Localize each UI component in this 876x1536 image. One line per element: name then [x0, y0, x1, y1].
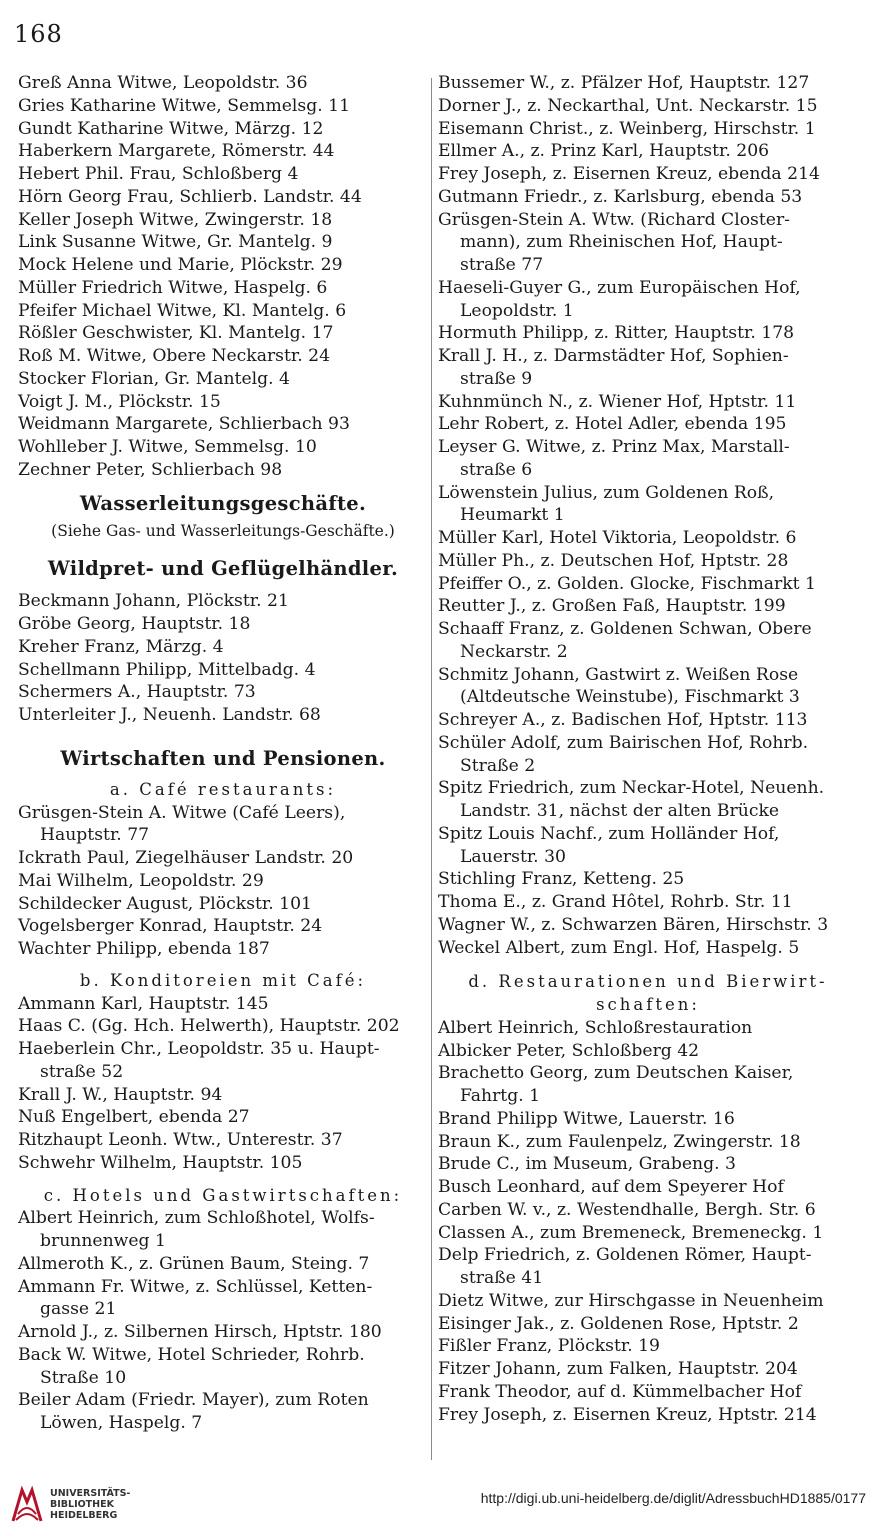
list-item [438, 1381, 858, 1404]
heading-wirtschaften: Wirtschaften und Pensionen. [60, 746, 386, 770]
list-item [18, 1038, 428, 1084]
entry-list-wildpret [18, 590, 428, 727]
subheading-restaurationen [438, 971, 858, 1017]
list-item [438, 527, 858, 550]
entry-text: Kreher Franz, Märzg. 4 [18, 636, 224, 657]
list-item [18, 802, 428, 848]
list-item [438, 914, 858, 937]
list-item [438, 1290, 858, 1313]
entry-list-restaurationen [438, 1017, 858, 1427]
list-item [438, 1017, 858, 1040]
entry-text: Delp Friedrich, z. Goldenen Römer, Haupt- [438, 1245, 812, 1266]
entry-text: Beiler Adam (Friedr. Mayer), zum Roten [18, 1390, 369, 1411]
list-item [438, 209, 858, 277]
list-item [438, 1108, 858, 1131]
entry-text: Grüsgen-Stein A. Wtw. (Richard Closter- [438, 209, 790, 230]
entry-text: Weckel Albert, zum Engl. Hof, Haspelg. 5 [438, 937, 800, 958]
list-item [438, 322, 858, 345]
entry-text: Weidmann Margarete, Schlierbach 93 [18, 414, 350, 435]
entry-continuation: straße 9 [460, 368, 533, 389]
footer [0, 1462, 876, 1536]
entry-text: Ritzhaupt Leonh. Wtw., Unterestr. 37 [18, 1130, 343, 1150]
subheading-restaurationen-line-1: d. Restaurationen und Bierwirt- [468, 972, 828, 992]
list-item [18, 915, 428, 938]
entry-continuation: (Altdeutsche Weinstube), Fischmarkt 3 [460, 687, 800, 708]
list-item [438, 413, 858, 436]
entry-continuation: Fahrtg. 1 [460, 1086, 541, 1106]
list-item [438, 550, 858, 573]
entry-text: Brachetto Georg, zum Deutschen Kaiser, [438, 1063, 794, 1084]
entry-text: Frey Joseph, z. Eisernen Kreuz, Hptstr. 214 [438, 1404, 817, 1425]
column-divider [431, 78, 432, 1460]
list-item [18, 938, 428, 961]
list-item [438, 482, 858, 528]
entry-text: Classen A., zum Bremeneck, Bremeneckg. 1 [438, 1222, 824, 1243]
entry-text: Keller Joseph Witwe, Zwingerstr. 18 [18, 209, 333, 230]
entry-text: Gröbe Georg, Hauptstr. 18 [18, 614, 251, 634]
list-item [438, 1335, 858, 1358]
list-item [18, 870, 428, 893]
list-item [18, 413, 428, 436]
source-url-link[interactable]: http://digi.ub.uni-heidelberg.de/diglit/AdressbuchHD1885/0177 [480, 1490, 866, 1506]
entry-text: Greß Anna Witwe, Leopoldstr. 36 [18, 73, 308, 93]
list-item [18, 300, 428, 323]
list-item [18, 186, 428, 209]
heading-wildpret: Wildpret- und Geflügelhändler. [47, 557, 399, 581]
entry-text: Fitzer Johann, zum Falken, Hauptstr. 204 [438, 1359, 798, 1379]
list-item [18, 72, 428, 95]
entry-text: Schildecker August, Plöckstr. 101 [18, 893, 312, 914]
list-item [438, 1199, 858, 1222]
entry-continuation: Landstr. 31, nächst der alten Brücke [460, 801, 780, 821]
subheading-hotels: c. Hotels und Gastwirtschaften: [43, 1185, 403, 1205]
list-item [438, 1062, 858, 1108]
list-item [18, 1253, 428, 1276]
library-name-line: UNIVERSITÄTS- [50, 1488, 131, 1499]
entry-continuation: straße 41 [460, 1268, 544, 1288]
entry-text: Mai Wilhelm, Leopoldstr. 29 [18, 870, 264, 891]
entry-text: Haeseli-Guyer G., zum Europäischen Hof, [438, 277, 801, 298]
entry-continuation: brunnenweg 1 [40, 1231, 166, 1251]
entry-text: Krall J. W., Hauptstr. 94 [18, 1084, 223, 1105]
entry-text: Eisinger Jak., z. Goldenen Rose, Hptstr. 2 [438, 1313, 799, 1334]
entry-text: Brand Philipp Witwe, Lauerstr. 16 [438, 1108, 735, 1129]
entry-text: Brude C., im Museum, Grabeng. 3 [438, 1154, 736, 1175]
entry-text: Rößler Geschwister, Kl. Mantelg. 17 [18, 323, 334, 344]
list-item [18, 322, 428, 345]
entry-text: Stocker Florian, Gr. Mantelg. 4 [18, 368, 290, 389]
entry-text: Müller Karl, Hotel Viktoria, Leopoldstr. 6 [438, 528, 797, 548]
entry-text: Haas C. (Gg. Hch. Helwerth), Hauptstr. 202 [18, 1016, 400, 1037]
right-column [438, 72, 858, 1426]
list-item [18, 436, 428, 459]
library-name [50, 1488, 130, 1521]
entry-text: Gutmann Friedr., z. Karlsburg, ebenda 53 [438, 186, 803, 207]
list-item [18, 893, 428, 916]
subheading-konditoreien: b. Konditoreien mit Café: [79, 970, 367, 990]
entry-text: Arnold J., z. Silbernen Hirsch, Hptstr. 180 [18, 1322, 382, 1342]
entry-text: Schmitz Johann, Gastwirt z. Weißen Rose [438, 664, 799, 685]
entry-text: Back W. Witwe, Hotel Schrieder, Rohrb. [18, 1344, 365, 1365]
entry-text: Busch Leonhard, auf dem Speyerer Hof [438, 1177, 784, 1197]
list-item [18, 1152, 428, 1175]
heidelberg-library-logo-icon [10, 1484, 44, 1524]
entry-text: Dietz Witwe, zur Hirschgasse in Neuenheim [438, 1290, 824, 1311]
entry-list-hotels-left [18, 1207, 428, 1435]
list-item [438, 732, 858, 778]
list-item [18, 368, 428, 391]
entry-list-hotels-right [438, 72, 858, 959]
list-item [438, 823, 858, 869]
page-number: 168 [14, 20, 63, 48]
entry-continuation: Straße 10 [40, 1367, 127, 1388]
entry-text: Schaaff Franz, z. Goldenen Schwan, Obere [438, 619, 812, 639]
entry-text: Schwehr Wilhelm, Hauptstr. 105 [18, 1152, 303, 1173]
entry-text: Schreyer A., z. Badischen Hof, Hptstr. 113 [438, 710, 808, 730]
list-item [18, 847, 428, 870]
entry-text: Hebert Phil. Frau, Schloßberg 4 [18, 164, 299, 184]
list-item [438, 436, 858, 482]
entry-text: Ellmer A., z. Prinz Karl, Hauptstr. 206 [438, 141, 770, 162]
entry-text: Pfeiffer O., z. Golden. Glocke, Fischmarkt 1 [438, 573, 816, 594]
subheading-cafe-restaurants: a. Café restaurants: [109, 779, 337, 799]
entry-text: Albicker Peter, Schloßberg 42 [438, 1040, 700, 1061]
list-item [438, 1176, 858, 1199]
entry-text: Allmeroth K., z. Grünen Baum, Steing. 7 [18, 1253, 370, 1274]
list-item [438, 345, 858, 391]
entry-text: Thoma E., z. Grand Hôtel, Rohrb. Str. 11 [438, 892, 793, 912]
entry-text: Schüler Adolf, zum Bairischen Hof, Rohrb. [438, 732, 809, 753]
entry-list-konditoreien [18, 993, 428, 1175]
entry-text: Unterleiter J., Neuenh. Landstr. 68 [18, 705, 321, 725]
entry-text: Frank Theodor, auf d. Kümmelbacher Hof [438, 1381, 802, 1402]
entry-text: Mock Helene und Marie, Plöckstr. 29 [18, 255, 343, 275]
entry-text: Voigt J. M., Plöckstr. 15 [18, 391, 221, 412]
list-item [18, 993, 428, 1016]
list-item [438, 391, 858, 414]
entry-text: Spitz Louis Nachf., zum Holländer Hof, [438, 823, 780, 844]
list-item [18, 636, 428, 659]
list-item [438, 573, 858, 596]
list-item [438, 937, 858, 960]
list-item [438, 1313, 858, 1336]
entry-text: Wohlleber J. Witwe, Semmelsg. 10 [18, 437, 317, 457]
list-item [18, 590, 428, 613]
list-item [438, 95, 858, 118]
heading-wasserleitungsgeschaefte: Wasserleitungsgeschäfte. [79, 491, 367, 515]
list-item [18, 1276, 428, 1322]
entry-text: Nuß Engelbert, ebenda 27 [18, 1107, 250, 1128]
list-item [18, 1106, 428, 1129]
entry-text: Schellmann Philipp, Mittelbadg. 4 [18, 659, 316, 680]
entry-text: Ickrath Paul, Ziegelhäuser Landstr. 20 [18, 848, 354, 868]
entry-text: Dorner J., z. Neckarthal, Unt. Neckarstr. 15 [438, 95, 818, 116]
list-item [438, 618, 858, 664]
list-item [438, 595, 858, 618]
list-item [18, 118, 428, 141]
entry-continuation: Hauptstr. 77 [40, 825, 150, 846]
entry-text: Albert Heinrich, zum Schloßhotel, Wolfs- [18, 1208, 375, 1229]
entry-text: Spitz Friedrich, zum Neckar-Hotel, Neuenh. [438, 778, 825, 799]
list-item [438, 1404, 858, 1427]
list-item [18, 231, 428, 254]
list-item [18, 459, 428, 482]
entry-text: Pfeifer Michael Witwe, Kl. Mantelg. 6 [18, 300, 347, 321]
entry-continuation: Heumarkt 1 [460, 505, 565, 526]
entry-text: Stichling Franz, Ketteng. 25 [438, 869, 685, 890]
note-wasserleitung: (Siehe Gas- und Wasserleitungs-Geschäfte.) [51, 521, 395, 540]
entry-text: Link Susanne Witwe, Gr. Mantelg. 9 [18, 232, 333, 253]
entry-text: Reutter J., z. Großen Faß, Hauptstr. 199 [438, 596, 786, 617]
list-item [18, 391, 428, 414]
entry-text: Bussemer W., z. Pfälzer Hof, Hauptstr. 127 [438, 73, 810, 93]
list-item [18, 277, 428, 300]
subheading-restaurationen-line-2: schaften: [596, 995, 700, 1014]
list-item [438, 1358, 858, 1381]
list-item [18, 704, 428, 727]
entry-continuation: straße 77 [460, 255, 544, 275]
entry-text: Haeberlein Chr., Leopoldstr. 35 u. Haupt- [18, 1039, 380, 1059]
entry-text: Gries Katharine Witwe, Semmelsg. 11 [18, 95, 351, 116]
list-item [438, 709, 858, 732]
entry-text: Hörn Georg Frau, Schlierb. Landstr. 44 [18, 186, 362, 207]
list-item [18, 1084, 428, 1107]
list-item [18, 95, 428, 118]
entry-text: Ammann Karl, Hauptstr. 145 [18, 993, 269, 1014]
entry-text: Lehr Robert, z. Hotel Adler, ebenda 195 [438, 414, 787, 435]
entry-continuation: straße 52 [40, 1061, 124, 1082]
entry-text: Kuhnmünch N., z. Wiener Hof, Hptstr. 11 [438, 391, 797, 412]
entry-text: Löwenstein Julius, zum Goldenen Roß, [438, 482, 775, 503]
entry-text: Frey Joseph, z. Eisernen Kreuz, ebenda 214 [438, 164, 820, 184]
entry-continuation: Lauerstr. 30 [460, 846, 566, 867]
list-item [18, 613, 428, 636]
list-item [18, 209, 428, 232]
list-item [438, 1153, 858, 1176]
left-column [18, 72, 428, 1435]
list-item [438, 186, 858, 209]
list-item [438, 1040, 858, 1063]
list-item [18, 1207, 428, 1253]
library-name-line: HEIDELBERG [50, 1510, 118, 1521]
list-item [18, 1344, 428, 1390]
list-item [18, 1015, 428, 1038]
list-item [18, 659, 428, 682]
entry-text: Wachter Philipp, ebenda 187 [18, 939, 270, 959]
entry-continuation: gasse 21 [40, 1299, 117, 1320]
entry-text: Beckmann Johann, Plöckstr. 21 [18, 591, 289, 612]
list-item [438, 277, 858, 323]
list-item [18, 254, 428, 277]
list-item [438, 1222, 858, 1245]
entry-text: Braun K., zum Faulenpelz, Zwingerstr. 18 [438, 1131, 801, 1152]
entry-text: Roß M. Witwe, Obere Neckarstr. 24 [18, 346, 331, 366]
entry-continuation: mann), zum Rheinischen Hof, Haupt- [460, 232, 783, 253]
entry-text: Zechner Peter, Schlierbach 98 [18, 459, 283, 480]
entry-text: Fißler Franz, Plöckstr. 19 [438, 1336, 660, 1357]
list-item [438, 664, 858, 710]
list-item [438, 140, 858, 163]
entry-text: Haberkern Margarete, Römerstr. 44 [18, 141, 335, 162]
list-item [18, 163, 428, 186]
list-item [18, 1321, 428, 1344]
list-item [438, 118, 858, 141]
list-item [18, 681, 428, 704]
entry-text: Carben W. v., z. Westendhalle, Bergh. Str. 6 [438, 1199, 816, 1220]
entry-list-cafe-restaurants [18, 802, 428, 961]
entry-text: Grüsgen-Stein A. Witwe (Café Leers), [18, 802, 346, 823]
entry-text: Hormuth Philipp, z. Ritter, Hauptstr. 178 [438, 323, 795, 344]
list-item [18, 1129, 428, 1152]
list-item [438, 777, 858, 823]
entry-text: Müller Ph., z. Deutschen Hof, Hptstr. 28 [438, 550, 789, 571]
entry-text: Leyser G. Witwe, z. Prinz Max, Marstall- [438, 437, 790, 457]
list-item [438, 891, 858, 914]
entry-continuation: Neckarstr. 2 [460, 641, 568, 662]
entry-text: Albert Heinrich, Schloßrestauration [438, 1017, 753, 1038]
list-item [438, 1244, 858, 1290]
entry-text: Krall J. H., z. Darmstädter Hof, Sophien- [438, 346, 789, 366]
entry-text: Vogelsberger Konrad, Hauptstr. 24 [18, 916, 323, 937]
list-item [18, 140, 428, 163]
entry-list-widows [18, 72, 428, 482]
list-item [438, 163, 858, 186]
list-item [438, 72, 858, 95]
entry-text: Gundt Katharine Witwe, Märzg. 12 [18, 118, 324, 139]
entry-text: Eisemann Christ., z. Weinberg, Hirschstr. 1 [438, 118, 816, 139]
entry-continuation: Löwen, Haspelg. 7 [40, 1413, 203, 1433]
list-item [18, 1389, 428, 1435]
list-item [438, 868, 858, 891]
library-name-line: BIBLIOTHEK [50, 1499, 114, 1510]
entry-continuation: Straße 2 [460, 755, 536, 776]
entry-continuation: Leopoldstr. 1 [460, 300, 574, 321]
list-item [18, 345, 428, 368]
entry-text: Schermers A., Hauptstr. 73 [18, 682, 256, 703]
entry-text: Müller Friedrich Witwe, Haspelg. 6 [18, 277, 328, 298]
entry-text: Wagner W., z. Schwarzen Bären, Hirschstr. 3 [438, 914, 829, 935]
list-item [438, 1131, 858, 1154]
entry-continuation: straße 6 [460, 459, 533, 480]
entry-text: Ammann Fr. Witwe, z. Schlüssel, Ketten- [18, 1276, 373, 1297]
